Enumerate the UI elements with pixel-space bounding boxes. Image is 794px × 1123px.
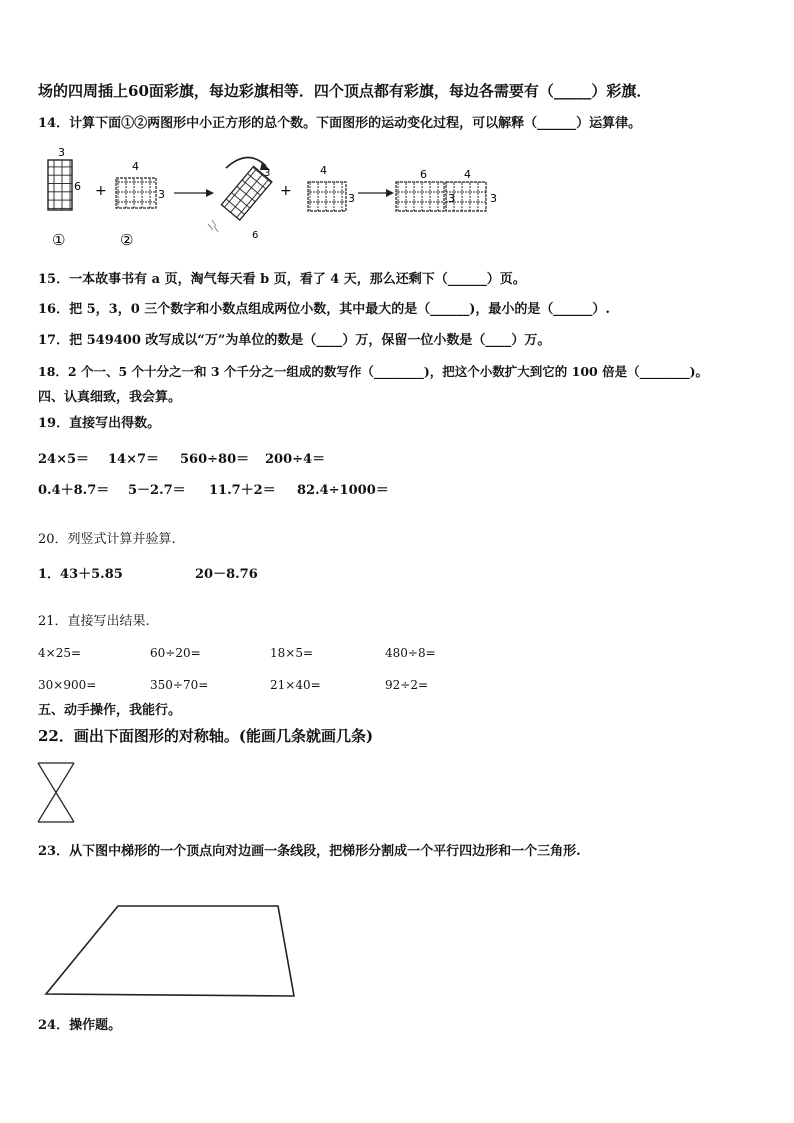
q21-item: 480÷8= (385, 646, 436, 660)
q20-item-2: 20－8.76 (195, 567, 258, 582)
question-17: 17．把 549400 改写成以“万”为单位的数是（____）万，保留一位小数是（____）万。 (38, 333, 551, 348)
question-22: 22．画出下面图形的对称轴。(能画几条就画几条) (38, 727, 374, 745)
question-24: 24．操作题。 (38, 1018, 122, 1033)
q19-item: 0.4＋8.7＝ (38, 483, 110, 498)
q21-item: 4×25= (38, 646, 82, 660)
q21-row-1 (38, 646, 458, 664)
fig1-side-number: 6 (74, 180, 81, 193)
q21-item: 30×900= (38, 678, 97, 692)
section-4-heading: 四、认真细致，我会算。 (38, 390, 182, 405)
q20-items (38, 563, 338, 581)
result-side-number: 3 (490, 192, 497, 205)
q19-item: 82.4÷1000＝ (297, 483, 389, 498)
q21-item: 18×5= (270, 646, 314, 660)
q21-item: 350÷70= (150, 678, 209, 692)
rotated-top-number: 3 (264, 168, 271, 179)
question-20: 20．列竖式计算并验算. (38, 532, 176, 547)
q20-item-1: 1．43＋5.85 (38, 567, 123, 582)
fig1-label: ① (52, 231, 66, 249)
question-14: 14．计算下面①②两图形中小正方形的总个数。下面图形的运动变化过程，可以解释（______）运算律。 (38, 116, 642, 131)
small-fig-side-number: 3 (348, 192, 355, 205)
q19-row-1 (38, 448, 438, 466)
question-18: 18．2 个一、5 个十分之一和 3 个千分之一组成的数写作（________)，把这个小数扩大到它的 100 倍是（________)。 (38, 364, 709, 379)
small-fig-top-number: 4 (320, 164, 327, 177)
q21-item: 21×40= (270, 678, 321, 692)
question-13-continuation: 场的四周插上60面彩旗，每边彩旗相等．四个顶点都有彩旗，每边各需要有（_____）彩旗． (38, 82, 652, 100)
hourglass-figure (36, 762, 78, 824)
q19-item: 200÷4＝ (265, 452, 326, 467)
q19-item: 24×5＝ (38, 452, 90, 467)
fig2-label: ② (120, 231, 134, 249)
result-top-number-6: 6 (420, 168, 427, 181)
plus-sign-2: + (280, 183, 292, 199)
q19-item: 560÷80＝ (180, 452, 250, 467)
fig2-side-number: 3 (158, 188, 165, 201)
result-top-number-4: 4 (464, 168, 471, 181)
q21-item: 60÷20= (150, 646, 201, 660)
trapezoid-figure (40, 900, 302, 1002)
question-16: 16．把 5，3，0 三个数字和小数点组成两位小数，其中最大的是（______)，最小的是（______）. (38, 302, 610, 317)
q19-item: 14×7＝ (108, 452, 160, 467)
q19-row-2 (38, 479, 438, 497)
question-19: 19．直接写出得数。 (38, 416, 161, 431)
question-15: 15．一本故事书有 a 页，淘气每天看 b 页，看了 4 天，那么还剩下（______）页。 (38, 272, 526, 287)
question-14-figure (38, 142, 508, 254)
q21-row-2 (38, 678, 458, 696)
result-middle-number: 3 (448, 192, 455, 205)
q19-item: 11.7＋2＝ (209, 483, 276, 498)
q21-item: 92÷2= (385, 678, 429, 692)
question-23: 23．从下图中梯形的一个顶点向对边画一条线段，把梯形分割成一个平行四边形和一个三角形. (38, 844, 581, 859)
fig1-top-number: 3 (58, 146, 65, 159)
section-5-heading: 五、动手操作，我能行。 (38, 703, 182, 718)
fig2-top-number: 4 (132, 160, 139, 173)
plus-sign-1: + (95, 183, 107, 199)
question-21: 21．直接写出结果. (38, 614, 150, 629)
rotated-side-number: 6 (252, 230, 259, 241)
q19-item: 5－2.7＝ (128, 483, 186, 498)
